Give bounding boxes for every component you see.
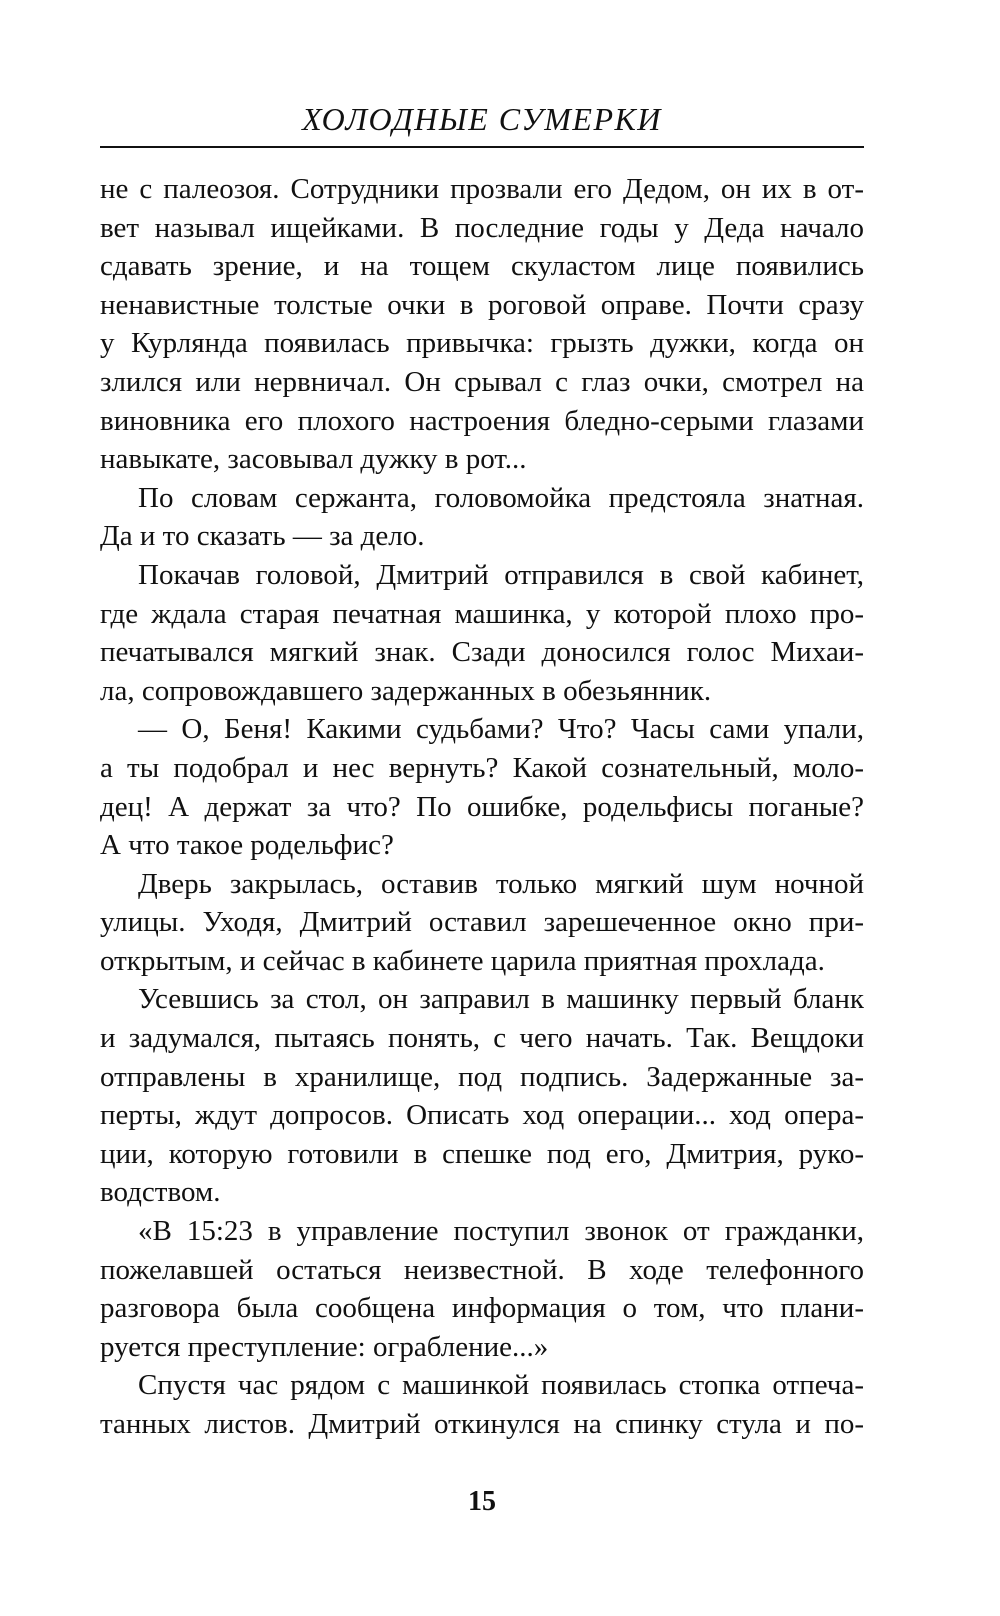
text-line: ции, которую готовили в спешке под его, Дмитрия, руко- <box>100 1137 864 1170</box>
text-line: навыкате, засовывал дужку в рот... <box>100 443 527 476</box>
text-line: ла, сопровождавшего задержанных в обезьянник. <box>100 674 712 707</box>
text-line: вет называл ищейками. В последние годы у Деда начало <box>100 211 864 244</box>
text-line: руется преступление: ограбление...» <box>100 1330 549 1363</box>
header-rule <box>100 146 864 148</box>
text-line: отправлены в хранилище, под подпись. Задержанные за- <box>100 1060 864 1093</box>
text-line: водством. <box>100 1176 221 1209</box>
text-line: — О, Беня! Какими судьбами? Что? Часы сами упали, <box>138 713 864 746</box>
text-line: Спустя час рядом с машинкой появилась стопка отпеча- <box>138 1369 864 1402</box>
text-line: ненавистные толстые очки в роговой оправе. Почти сразу <box>100 288 864 321</box>
text-line: открытым, и сейчас в кабинете царила приятная прохлада. <box>100 944 825 977</box>
text-line: Покачав головой, Дмитрий отправился в свой кабинет, <box>138 558 864 591</box>
text-line: сдавать зрение, и на тощем скуластом лице появились <box>100 250 864 283</box>
text-line: разговора была сообщена информация о том, что плани- <box>100 1292 864 1325</box>
page-number: 15 <box>468 1486 496 1517</box>
text-line: злился или нервничал. Он срывал с глаз очки, смотрел на <box>100 365 864 398</box>
text-line: улицы. Уходя, Дмитрий оставил зарешеченное окно при- <box>100 906 864 939</box>
text-line: виновника его плохого настроения бледно-серыми глазами <box>100 404 864 437</box>
text-line: у Курлянда появилась привычка: грызть дужки, когда он <box>100 327 864 360</box>
text-line: а ты подобрал и нес вернуть? Какой сознательный, моло- <box>100 751 864 784</box>
text-line: Усевшись за стол, он заправил в машинку первый бланк <box>138 983 864 1016</box>
text-line: пожелавшей остаться неизвестной. В ходе телефонного <box>100 1253 864 1286</box>
text-line: танных листов. Дмитрий откинулся на спинку стула и по- <box>100 1408 864 1440</box>
text-line: По словам сержанта, головомойка предстояла знатная. <box>138 481 864 514</box>
text-line: дец! А держат за что? По ошибке, родельфисы поганые? <box>100 790 864 823</box>
text-line: и задумался, пытаясь понять, с чего начать. Так. Вещдоки <box>100 1022 864 1055</box>
text-line: А что такое родельфис? <box>100 829 394 862</box>
text-line: Да и то сказать — за дело. <box>100 520 425 553</box>
running-header: ХОЛОДНЫЕ СУМЕРКИ <box>302 101 662 137</box>
text-line: «В 15:23 в управление поступил звонок от гражданки, <box>138 1215 864 1248</box>
text-line: не с палеозоя. Сотрудники прозвали его Дедом, он их в от- <box>100 173 864 205</box>
text-line: где ждала старая печатная машинка, у которой плохо про- <box>100 597 864 630</box>
body-text <box>100 170 864 1444</box>
text-line: перты, ждут допросов. Описать ход операции... ход опера- <box>100 1099 864 1132</box>
text-line: печатывался мягкий знак. Сзади доносился голос Михаи- <box>100 636 864 669</box>
text-line: Дверь закрылась, оставив только мягкий шум ночной <box>138 867 864 900</box>
